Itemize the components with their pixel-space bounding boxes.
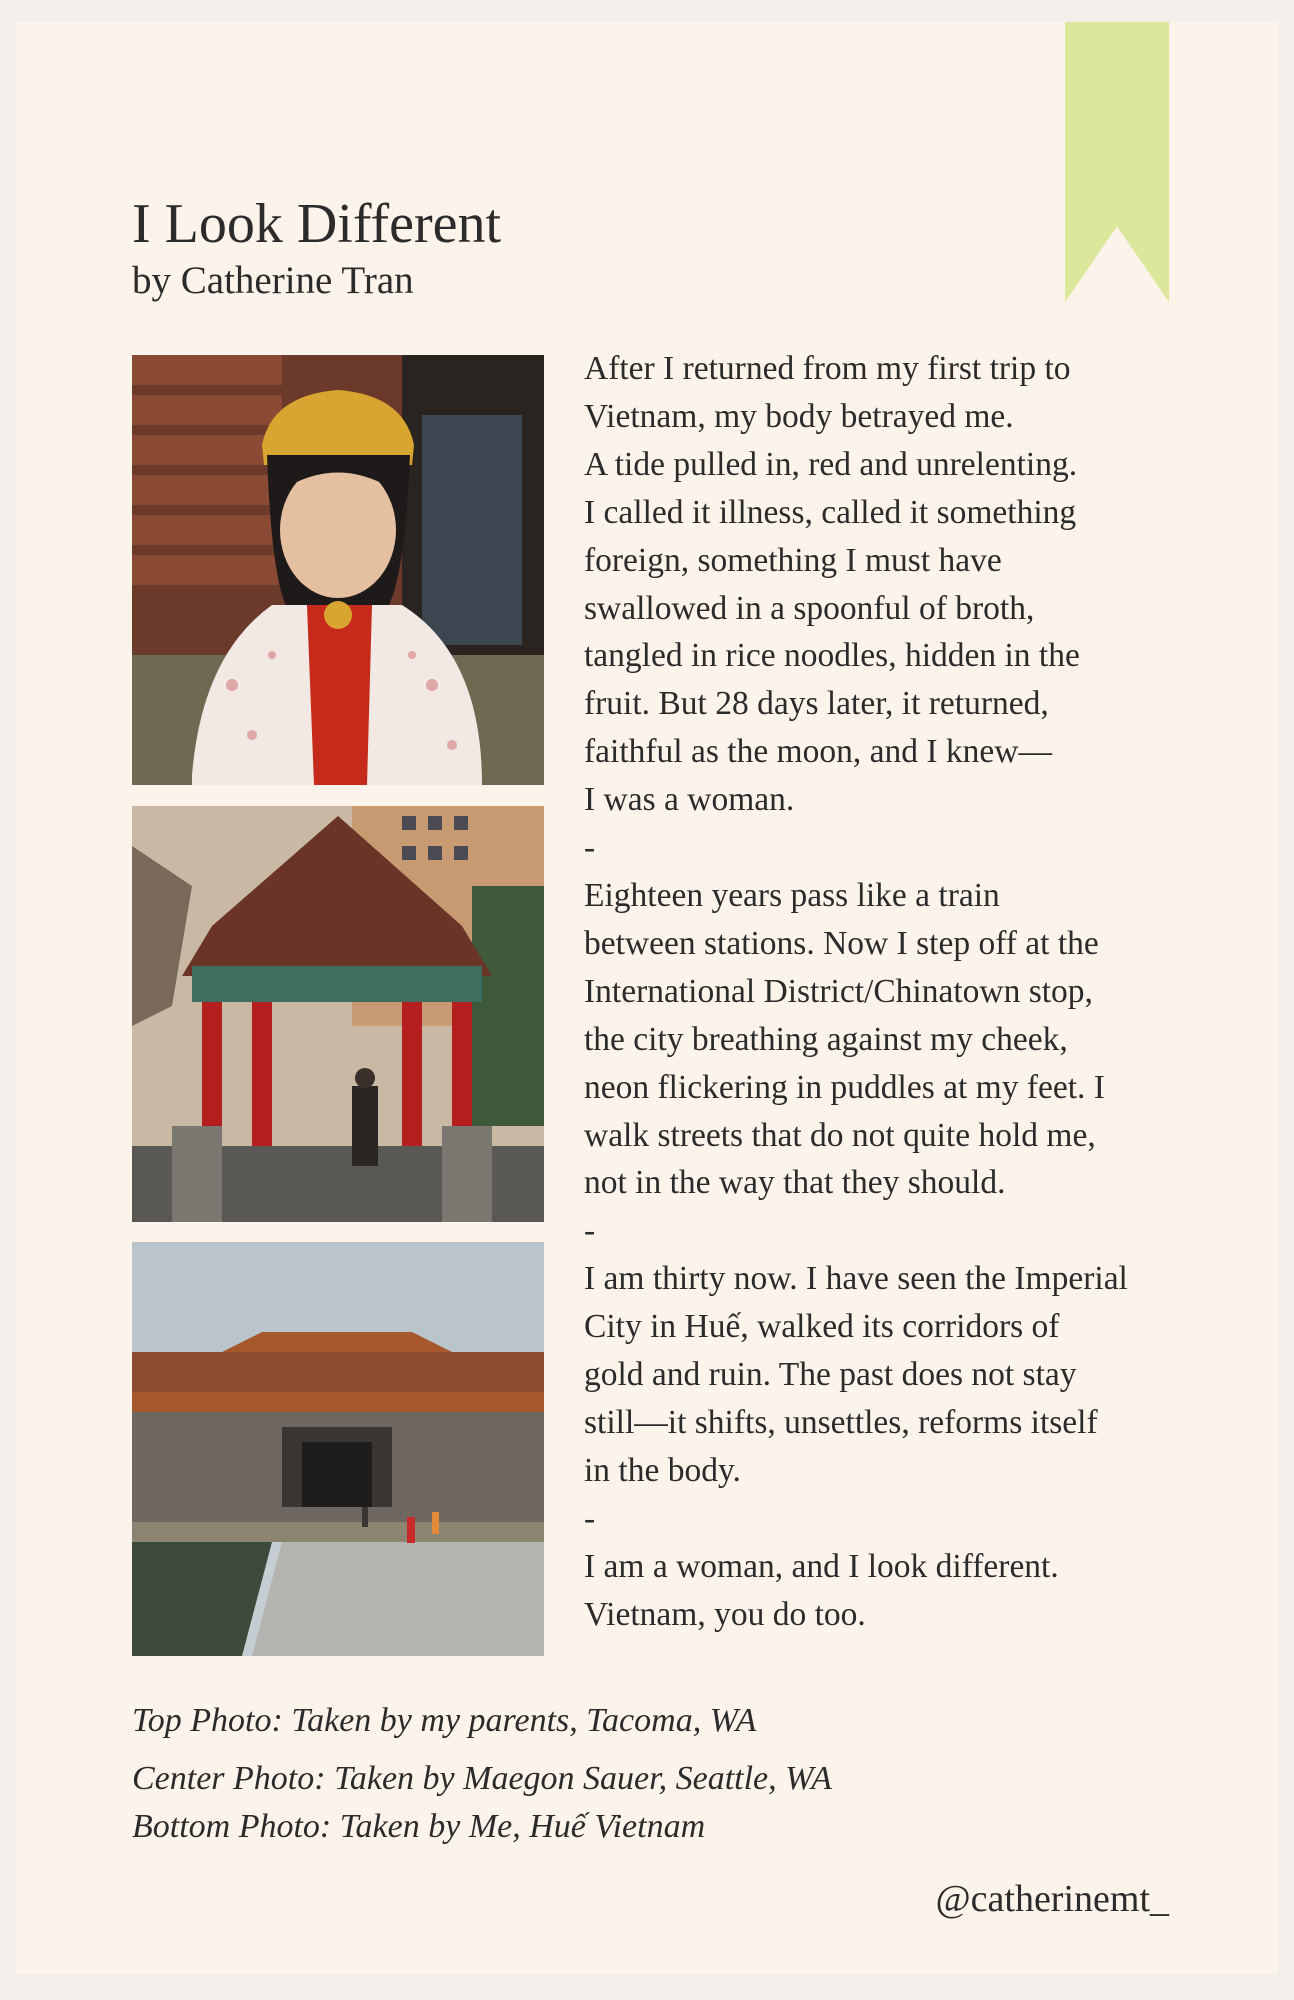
photo-chinatown-pavilion	[132, 806, 544, 1222]
poem-line: between stations. Now I step off at the	[584, 924, 1099, 962]
social-handle: @catherinemt_	[935, 1878, 1169, 1920]
poem-line: Vietnam, my body betrayed me.	[584, 397, 1014, 435]
poem-line: not in the way that they should.	[584, 1164, 1006, 1202]
poem-line: neon flickering in puddles at my feet. I	[584, 1068, 1105, 1106]
poem-line: I am thirty now. I have seen the Imperial	[584, 1260, 1128, 1298]
poem-line: I was a woman.	[584, 781, 795, 819]
poem-line: walk streets that do not quite hold me,	[584, 1116, 1096, 1154]
poem-line: Vietnam, you do too.	[584, 1595, 866, 1633]
poem-line: swallowed in a spoonful of broth,	[584, 589, 1035, 627]
poem-line: in the body.	[584, 1451, 741, 1489]
poem-line: Eighteen years pass like a train	[584, 876, 1000, 914]
credit-center-photo: Center Photo: Taken by Maegon Sauer, Seattle, WA	[132, 1760, 832, 1797]
photo-child-portrait	[132, 355, 544, 785]
photo-imperial-city-hue	[132, 1242, 544, 1656]
poem-line: City in Huế, walked its corridors of	[584, 1308, 1060, 1346]
credit-bottom-photo: Bottom Photo: Taken by Me, Huế Vietnam	[132, 1808, 706, 1845]
stanza-separator: -	[584, 829, 596, 867]
poem-line: After I returned from my first trip to	[584, 350, 1071, 387]
poem-line: A tide pulled in, red and unrelenting.	[584, 445, 1078, 483]
poem-title: I Look Different	[132, 193, 502, 255]
poem-text	[584, 345, 1204, 1638]
photo-credits	[132, 1698, 832, 1851]
stanza-separator: -	[584, 1212, 596, 1250]
stanza-separator: -	[584, 1499, 596, 1537]
poem-line: faithful as the moon, and I knew—	[584, 733, 1052, 771]
credit-top-photo: Top Photo: Taken by my parents, Tacoma, WA	[132, 1702, 757, 1739]
poem-line: tangled in rice noodles, hidden in the	[584, 637, 1080, 675]
poem-line: fruit. But 28 days later, it returned,	[584, 685, 1049, 723]
poem-line: International District/Chinatown stop,	[584, 972, 1093, 1010]
author-byline: by Catherine Tran	[132, 259, 414, 302]
poem-line: foreign, something I must have	[584, 541, 1002, 579]
poem-line: I called it illness, called it something	[584, 493, 1077, 531]
poem-line: gold and ruin. The past does not stay	[584, 1356, 1077, 1394]
poem-line: I am a woman, and I look different.	[584, 1547, 1059, 1585]
poem-line: still—it shifts, unsettles, reforms itself	[584, 1403, 1098, 1441]
poem-line: the city breathing against my cheek,	[584, 1020, 1068, 1058]
